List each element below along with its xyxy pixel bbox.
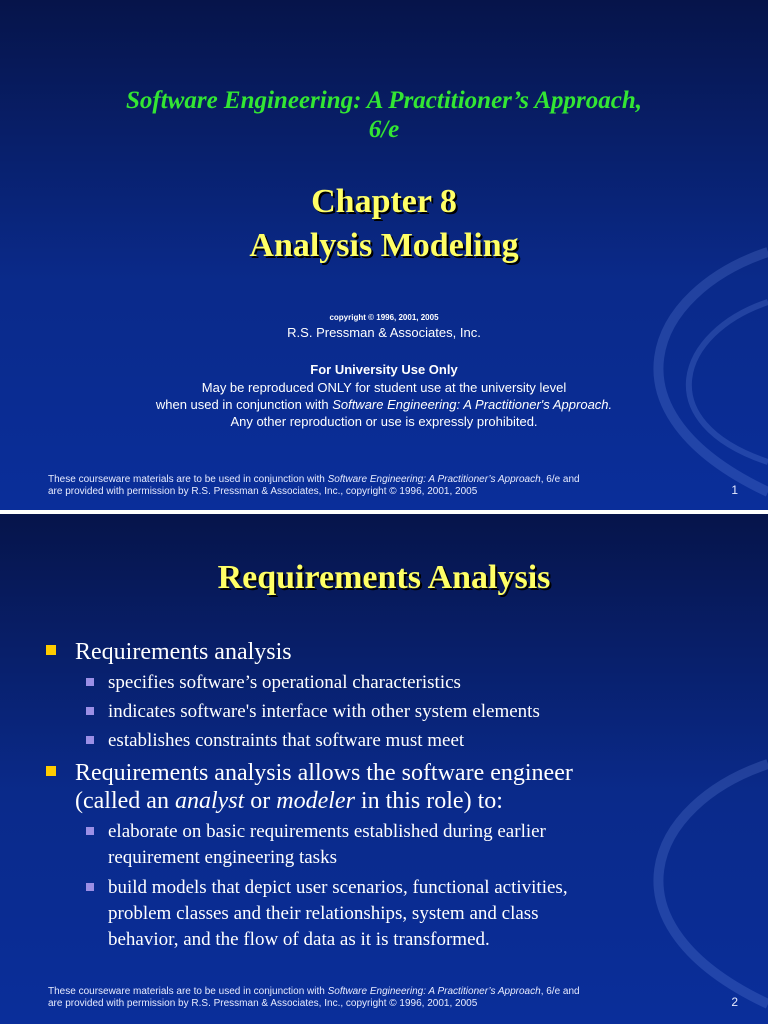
footer-line-1: [48, 986, 688, 998]
bullet-2-sub-2-line-1: build models that depict user scenarios, functional activities,: [108, 877, 568, 898]
usage-line-2: [0, 396, 768, 413]
chapter-name: Analysis Modeling: [249, 227, 519, 264]
sub-bullet-icon: [86, 827, 94, 835]
bullet-2-sub-2-line-3: behavior, and the flow of data as it is transformed.: [108, 929, 490, 950]
bullet-2-part-b: in this role) to:: [354, 788, 503, 814]
slide-2: [0, 512, 768, 1024]
chapter-number: Chapter 8: [311, 183, 457, 220]
sub-bullet-icon: [86, 883, 94, 891]
sub-bullet-icon: [86, 736, 94, 744]
bullet-1-sub-1: specifies software’s operational characteristics: [108, 672, 461, 693]
slide-title: Requirements Analysis: [217, 559, 551, 596]
bullet-2-part-a: (called an: [75, 788, 175, 814]
sub-bullet-icon: [86, 707, 94, 715]
bullet-2-text: [75, 759, 735, 815]
bullet-2-or: or: [244, 788, 277, 814]
usage-heading: For University Use Only: [310, 362, 458, 377]
bullet-2-modeler: modeler: [276, 788, 355, 814]
slide-1-footer: [48, 474, 688, 498]
bullet-1-sub-3: establishes constraints that software must meet: [108, 730, 465, 751]
usage-line-3: Any other reproduction or use is expressly prohibited.: [230, 414, 538, 429]
sub-bullet-icon: [86, 678, 94, 686]
footer-suffix: , 6/e and: [540, 474, 580, 485]
bullet-2-sub-1: [108, 819, 708, 871]
bullet-1-text: Requirements analysis: [75, 639, 292, 665]
bullet-1-sub-2: indicates software's interface with other system elements: [108, 701, 540, 722]
bullet-2-sub-2-line-2: problem classes and their relationships, system and class: [108, 903, 539, 924]
book-title: [0, 86, 768, 144]
footer-prefix: These courseware materials are to be used in conjunction with: [48, 474, 328, 485]
bullet-2-analyst: analyst: [174, 788, 245, 814]
slide-2-footer: [48, 986, 688, 1010]
chapter-title: [0, 180, 768, 268]
footer-line-2: are provided with permission by R.S. Pressman & Associates, Inc., copyright © 1996, 2001, 2005: [48, 486, 478, 497]
footer-prefix: These courseware materials are to be used in conjunction with: [48, 986, 328, 997]
footer-line-2: are provided with permission by R.S. Pressman & Associates, Inc., copyright © 1996, 2001, 2005: [48, 998, 478, 1009]
copyright-owner: R.S. Pressman & Associates, Inc.: [287, 325, 481, 340]
slide-separator: [0, 510, 768, 514]
page-number-1: 1: [731, 483, 738, 497]
page-number-2: 2: [731, 995, 738, 1009]
usage-line-1: May be reproduced ONLY for student use at the university level: [201, 380, 567, 395]
bullet-2-sub-2: [108, 875, 708, 953]
bullet-2-sub-1-line-2: requirement engineering tasks: [108, 847, 337, 868]
bullet-2-line-2: [75, 787, 735, 815]
footer-book: Software Engineering: A Practitioner’s Approach: [327, 474, 541, 485]
footer-line-1: [48, 474, 688, 486]
book-title-line1: Software Engineering: A Practitioner’s Approach,: [125, 87, 643, 114]
bullet-2-line-1: Requirements analysis allows the software engineer: [75, 760, 573, 786]
footer-book: Software Engineering: A Practitioner’s Approach: [327, 986, 541, 997]
usage-text: [0, 379, 768, 430]
bullet-2-sub-1-line-1: elaborate on basic requirements established during earlier: [108, 821, 546, 842]
copyright-small: copyright © 1996, 2001, 2005: [329, 313, 439, 322]
book-title-line2: 6/e: [368, 116, 400, 143]
bullet-square-icon: [46, 645, 56, 655]
bullet-square-icon: [46, 766, 56, 776]
footer-suffix: , 6/e and: [540, 986, 580, 997]
usage-line-2-book: Software Engineering: A Practitioner's Approach.: [332, 397, 613, 412]
usage-line-2-prefix: when used in conjunction with: [155, 397, 333, 412]
